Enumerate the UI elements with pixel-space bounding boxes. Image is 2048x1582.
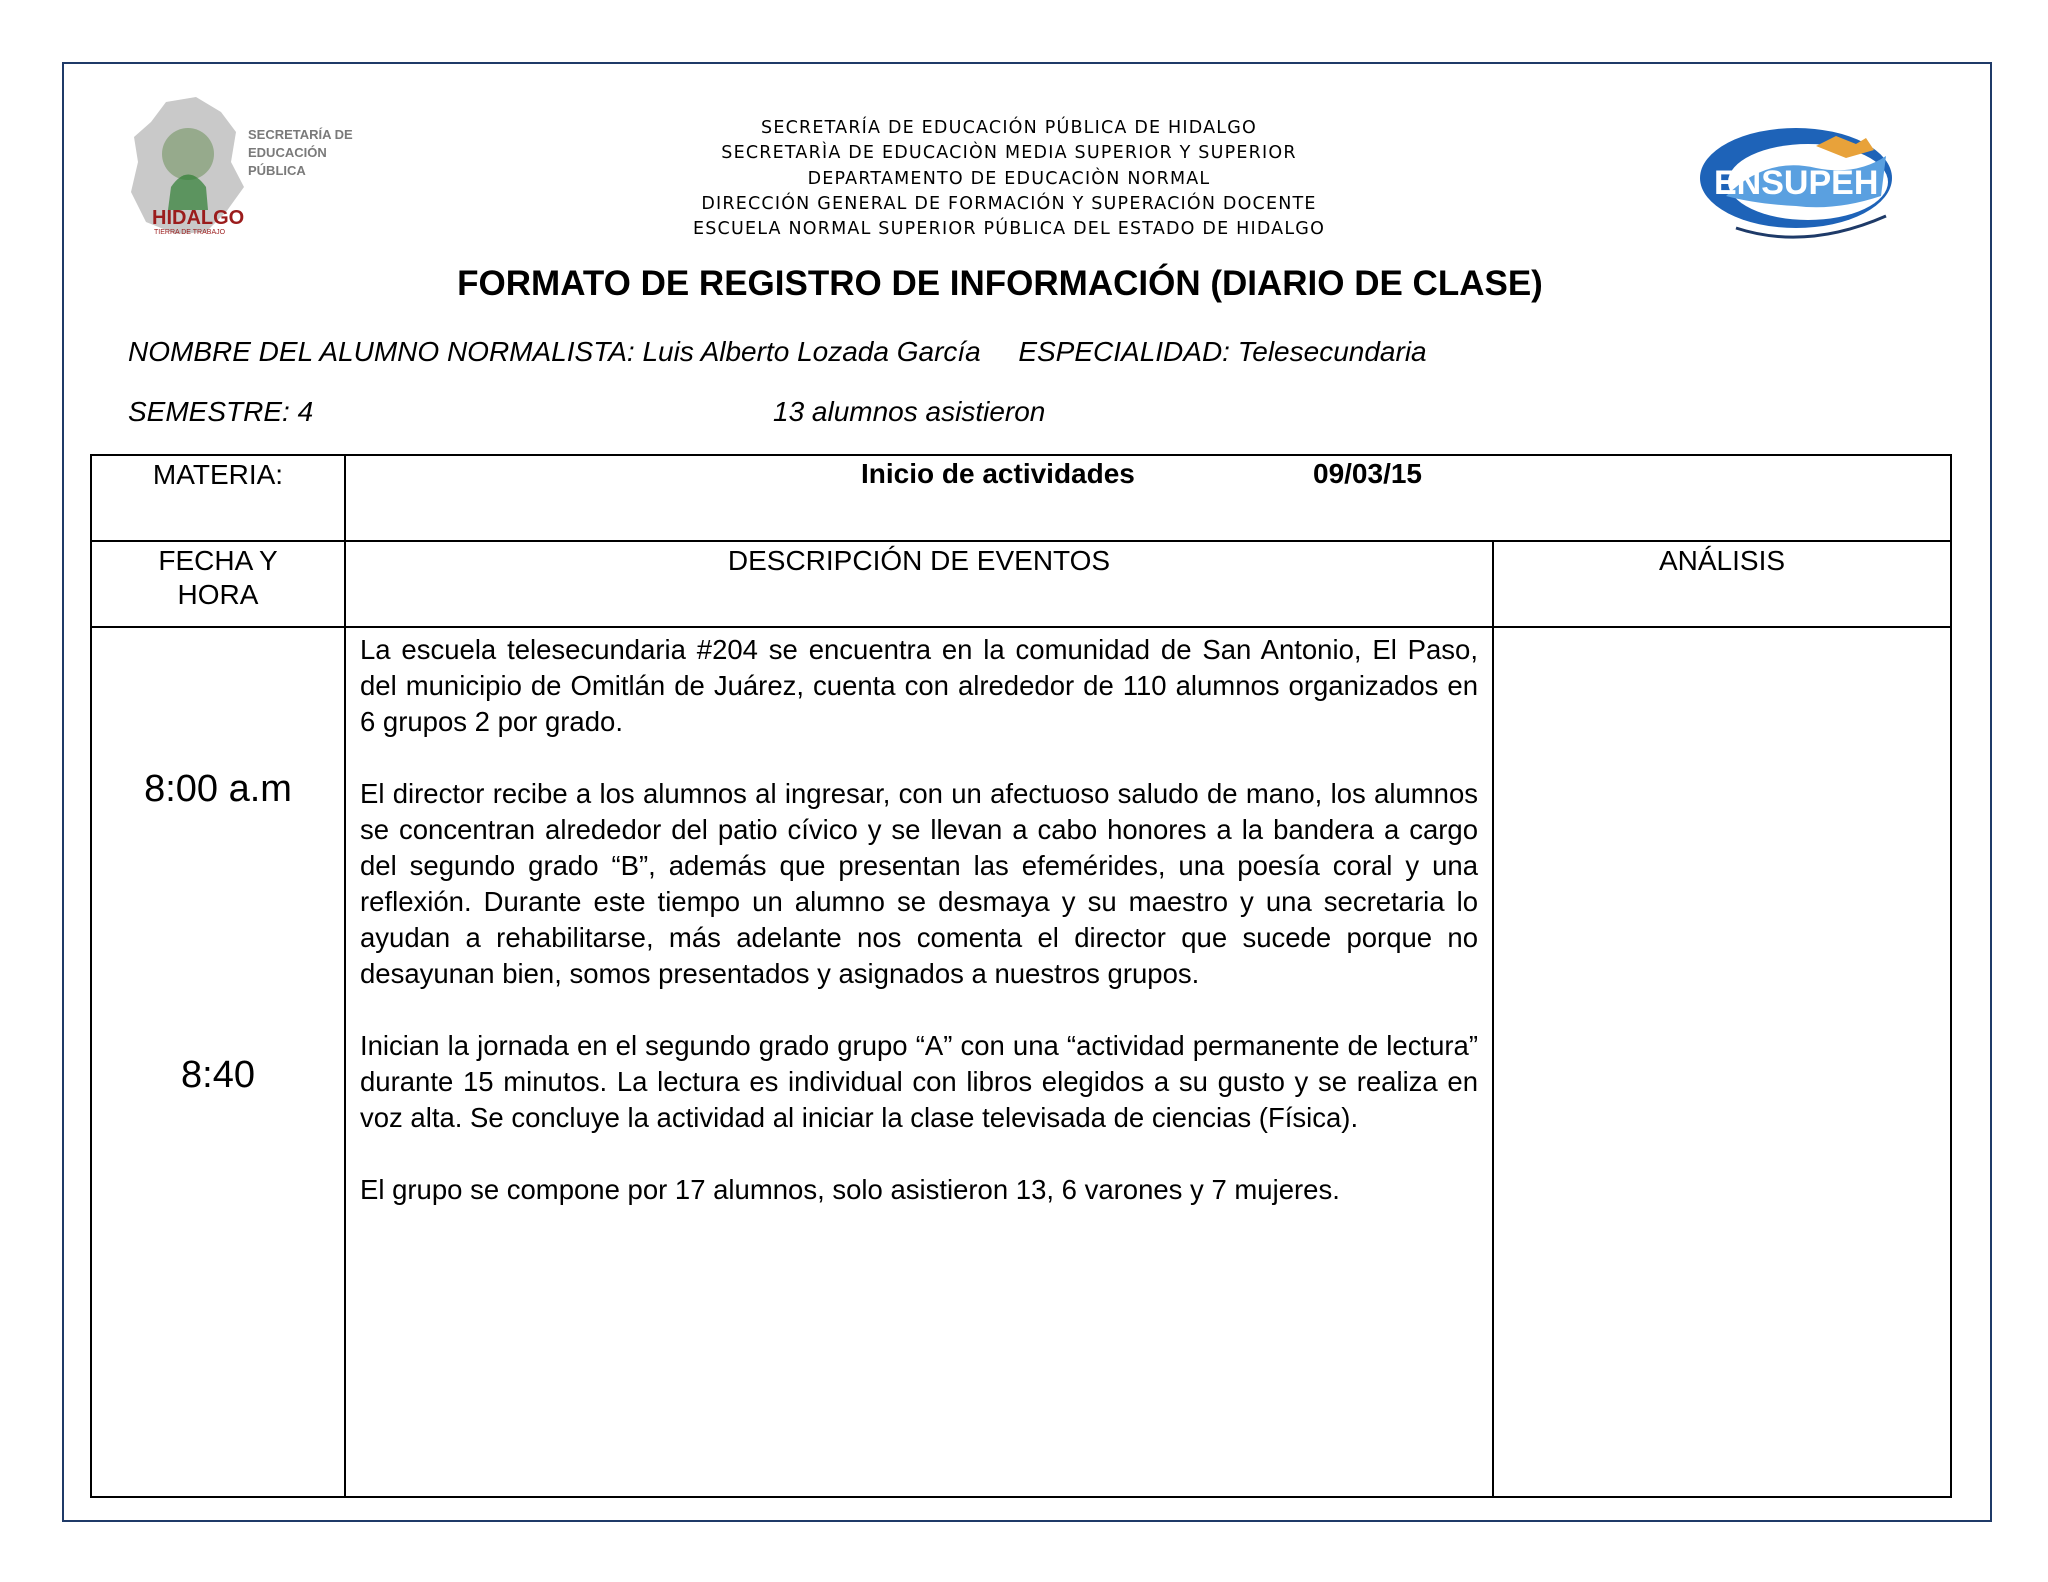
time-header-line-1: FECHA Y [158,545,278,576]
sep-caption-line-3: PÚBLICA [248,163,306,178]
time-header-line-2: HORA [177,579,259,610]
sep-caption-line-1: SECRETARÍA DE [248,127,353,142]
description-header-label: DESCRIPCIÓN DE EVENTOS [727,545,1111,576]
semester-value: 4 [297,396,314,427]
time-column-header [91,541,345,627]
ensupeh-brand-text: ENSUPEH [1714,164,1879,202]
student-label: NOMBRE DEL ALUMNO NORMALISTA: [128,336,635,367]
specialty-label: ESPECIALIDAD: [1018,336,1230,367]
specialty-value: Telesecundaria [1237,336,1427,367]
subject-row [91,455,1951,541]
subject-value-cell [345,455,1951,541]
sep-hidalgo-logo [126,92,356,242]
class-diary-table [90,454,1952,1498]
semester-label: SEMESTRE: [128,396,290,427]
analysis-column-header [1493,541,1951,627]
description-paragraph-2: El director recibe a los alumnos al ingresar, con un afectuoso saludo de mano, los alumnos se concentran alrededor del patio cívico y se llevan a cabo honores a la bandera a cargo del segundo grado “B”, además que presentan las efemérides, una poesía coral y una reflexión. Durante este tiempo un alumno se desmaya y su maestro y una secretaria lo ayudan a rehabilitarse, más adelante nos comenta el director que sucede porque no desayunan bien, somos presentados y asignados a nuestros grupos. [360,778,1478,989]
institution-line-2: SECRETARÌA DE EDUCACIÒN MEDIA SUPERIOR Y SUPERIOR [721,143,1297,164]
description-column-header [345,541,1493,627]
institution-line-5: ESCUELA NORMAL SUPERIOR PÚBLICA DEL ESTADO DE HIDALGO [692,219,1326,240]
sep-caption-line-2: EDUCACIÓN [248,145,327,160]
institution-line-3: DEPARTAMENTO DE EDUCACIÒN NORMAL [807,168,1211,189]
institution-header [560,116,1458,242]
form-title: FORMATO DE REGISTRO DE INFORMACIÓN (DIARIO DE CLASE) [457,264,1543,303]
ensupeh-logo [1696,116,1906,256]
student-name: Luis Alberto Lozada García [642,336,981,367]
subject-label: MATERIA: [152,459,284,490]
institution-line-1: SECRETARÍA DE EDUCACIÓN PÚBLICA DE HIDALGO [761,118,1257,138]
analysis-header-label: ANÁLISIS [1658,545,1786,576]
analysis-cell [1493,627,1951,1497]
time-entry-1: 8:00 a.m [144,768,292,810]
attendance-note: 13 alumnos asistieron [773,396,1046,427]
semester-info-line [128,396,313,428]
subject-date: 09/03/15 [1313,458,1422,489]
subject-value: Inicio de actividades [861,458,1135,489]
institution-line-4: DIRECCIÓN GENERAL DE FORMACIÓN Y SUPERACIÓN DOCENTE [701,193,1317,214]
time-cell [91,627,345,1497]
student-info-line [128,336,1427,368]
description-paragraph-3: Inician la jornada en el segundo grado grupo “A” con una “actividad permanente de lectura” durante 15 minutos. La lectura es individual con libros elegidos a su gusto y se realiza en voz alta. Se concluye la actividad al iniciar la clase televisada de ciencias (Física). [360,1030,1478,1133]
subject-label-cell [91,455,345,541]
column-header-row [91,541,1951,627]
hidalgo-brand-subtext: TIERRA DE TRABAJO [154,229,226,236]
description-paragraph-1: La escuela telesecundaria #204 se encuentra en la comunidad de San Antonio, El Paso, del municipio de Omitlán de Juárez, cuenta con alrededor de 110 alumnos organizados en 6 grupos 2 por grado. [360,634,1478,737]
hidalgo-brand-text: HIDALGO [152,207,245,229]
entry-row [91,627,1951,1497]
time-entry-2: 8:40 [181,1054,255,1096]
description-cell [345,627,1493,1497]
description-paragraph-4: El grupo se compone por 17 alumnos, solo asistieron 13, 6 varones y 7 mujeres. [360,1174,1340,1205]
